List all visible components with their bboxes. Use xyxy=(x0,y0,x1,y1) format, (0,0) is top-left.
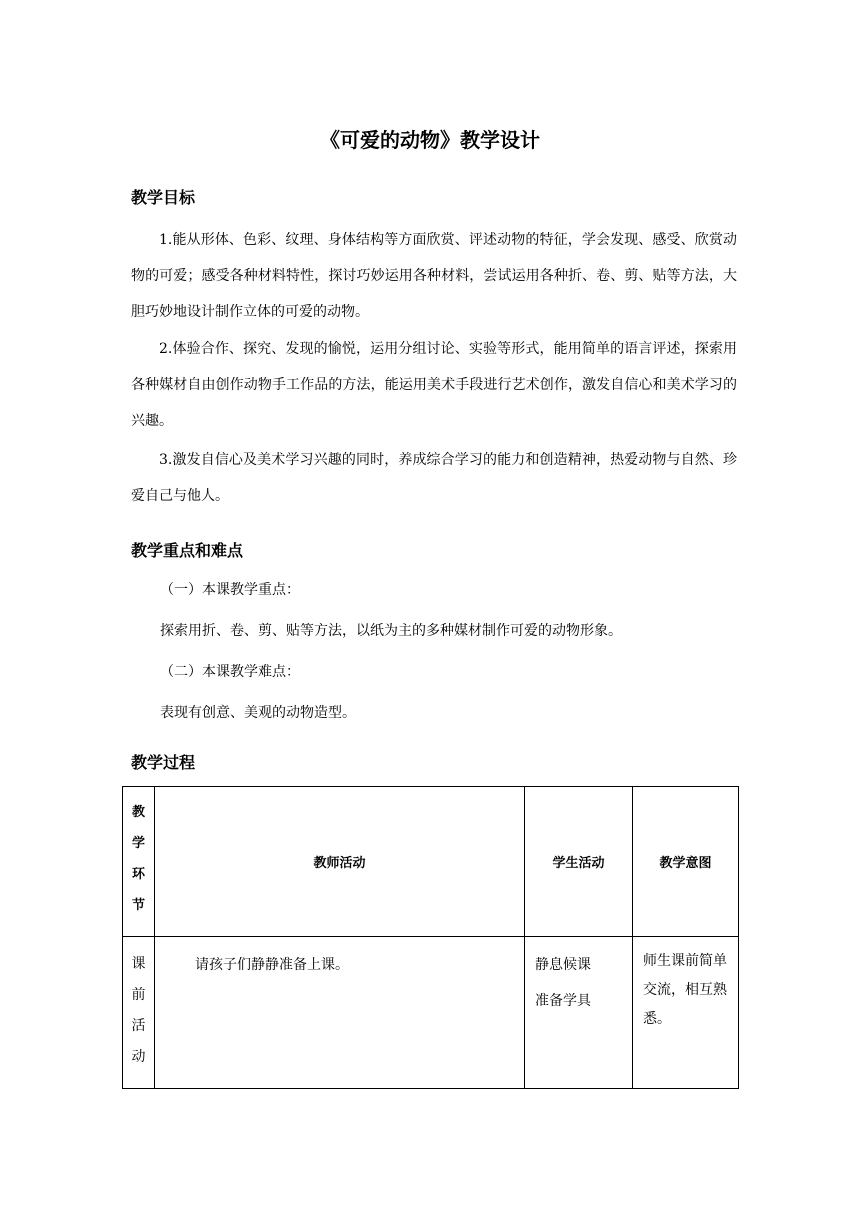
section-heading-key-points: 教学重点和难点 xyxy=(131,541,244,560)
intent-cell xyxy=(633,937,739,1089)
difficulty-label: （二）本课教学难点： xyxy=(160,664,300,680)
student-activity-cell xyxy=(525,937,633,1089)
stage-cell-char: 前 xyxy=(131,987,146,1003)
stage-cell-char: 活 xyxy=(131,1018,146,1034)
stage-cell xyxy=(123,937,155,1089)
teacher-activity-cell xyxy=(155,937,525,1089)
objective-paragraph-3: 3.激发自信心及美术学习兴趣的同时，养成综合学习的能力和创造精神，热爱动物与自然、珍爱自己与他人。 xyxy=(131,452,737,504)
student-activity-line-1: 静息候课 xyxy=(535,957,591,973)
student-activity-line-2: 准备学具 xyxy=(535,993,591,1009)
section-heading-objectives: 教学目标 xyxy=(131,188,196,207)
column-header-stage-char: 节 xyxy=(131,898,145,913)
teacher-activity-text: 请孩子们静静准备上课。 xyxy=(195,957,349,973)
column-header-stage xyxy=(123,787,155,937)
focus-label: （一）本课教学重点： xyxy=(160,582,300,598)
intent-text: 师生课前简单交流，相互熟悉。 xyxy=(643,953,727,1027)
column-header-teacher: 教师活动 xyxy=(155,787,525,937)
table-header-row xyxy=(123,787,739,937)
table-row xyxy=(123,937,739,1089)
focus-text: 探索用折、卷、剪、贴等方法，以纸为主的多种媒材制作可爱的动物形象。 xyxy=(160,623,622,639)
column-header-stage-char: 教 xyxy=(131,805,145,820)
stage-cell-char: 课 xyxy=(131,956,146,972)
difficulty-text: 表现有创意、美观的动物造型。 xyxy=(160,705,356,721)
objective-paragraph-1: 1.能从形体、色彩、纹理、身体结构等方面欣赏、评述动物的特征，学会发现、感受、欣赏动物的可爱；感受各种材料特性，探讨巧妙运用各种材料，尝试运用各种折、卷、剪、贴等方法，大胆巧妙地设计制作立体的可爱的动物。 xyxy=(131,232,737,320)
section-heading-process: 教学过程 xyxy=(131,753,196,772)
column-header-student: 学生活动 xyxy=(525,787,633,937)
stage-cell-char: 动 xyxy=(131,1049,146,1065)
document-title: 《可爱的动物》教学设计 xyxy=(320,128,540,152)
teaching-process-table xyxy=(122,786,739,1089)
objective-paragraph-2: 2.体验合作、探究、发现的愉悦，运用分组讨论、实验等形式，能用简单的语言评述，探索用各种媒材自由创作动物手工作品的方法，能运用美术手段进行艺术创作，激发自信心和美术学习的兴趣。 xyxy=(131,341,737,429)
column-header-stage-char: 学 xyxy=(131,836,145,851)
column-header-intent: 教学意图 xyxy=(633,787,739,937)
column-header-stage-char: 环 xyxy=(131,867,145,882)
